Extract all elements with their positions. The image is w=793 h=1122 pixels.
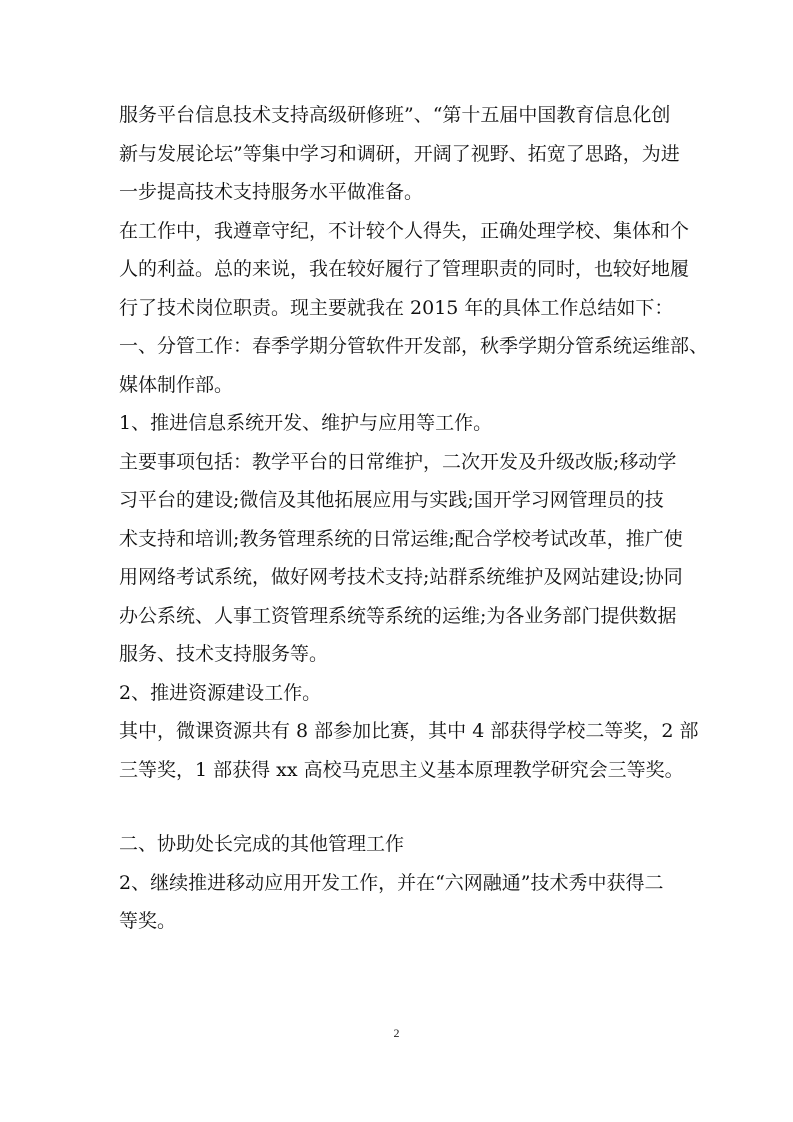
section-heading: 二、协助处长完成的其他管理工作	[119, 833, 405, 855]
text-line: 2、继续推进移动应用开发工作，并在“六网融通”技术秀中获得二	[119, 871, 664, 894]
subsection-heading: 1、推进信息系统开发、维护与应用等工作。	[119, 412, 493, 434]
text-line: 媒体制作部。	[119, 373, 234, 396]
text-line: 人的利益。总的来说，我在较好履行了管理职责的同时，也较好地履	[119, 258, 690, 280]
text-line: 三等奖，1 部获得 xx 高校马克思主义基本原理教学研究会三等奖。	[119, 758, 684, 781]
text-line: 一步提高技术支持服务水平做准备。	[119, 181, 424, 203]
text-line: 服务平台信息技术支持高级研修班”、“第十五届中国教育信息化创	[119, 104, 671, 126]
subsection-heading: 2、推进资源建设工作。	[119, 681, 322, 704]
text-line: 术支持和培训;教务管理系统的日常运维;配合学校考试改革，推广使	[119, 527, 683, 550]
text-line: 办公系统、人事工资管理系统等系统的运维;为各业务部门提供数据	[119, 604, 677, 627]
text-line: 主要事项包括：教学平台的日常维护，二次开发及升级改版;移动学	[119, 450, 677, 473]
text-line: 等奖。	[119, 910, 177, 932]
text-line: 其中，微课资源共有 8 部参加比赛，其中 4 部获得学校二等奖，2 部	[119, 720, 699, 742]
text-line: 习平台的建设;微信及其他拓展应用与实践;国开学习网管理员的技	[119, 489, 664, 511]
paragraph-gap	[119, 789, 679, 825]
text-line: 在工作中，我遵章守纪，不计较个人得失，正确处理学校、集体和个	[119, 219, 690, 242]
text-line: 用网络考试系统，做好网考技术支持;站群系统维护及网站建设;协同	[119, 566, 683, 588]
text-line: 行了技术岗位职责。现主要就我在 2015 年的具体工作总结如下：	[119, 296, 674, 319]
page-number: 2	[393, 1026, 400, 1040]
section-heading: 一、分管工作：春季学期分管软件开发部，秋季学期分管系统运维部、	[119, 335, 709, 357]
text-line: 服务、技术支持服务等。	[119, 643, 329, 665]
document-body	[119, 96, 709, 941]
text-line: 新与发展论坛”等集中学习和调研，开阔了视野、拓宽了思路，为进	[119, 142, 680, 165]
